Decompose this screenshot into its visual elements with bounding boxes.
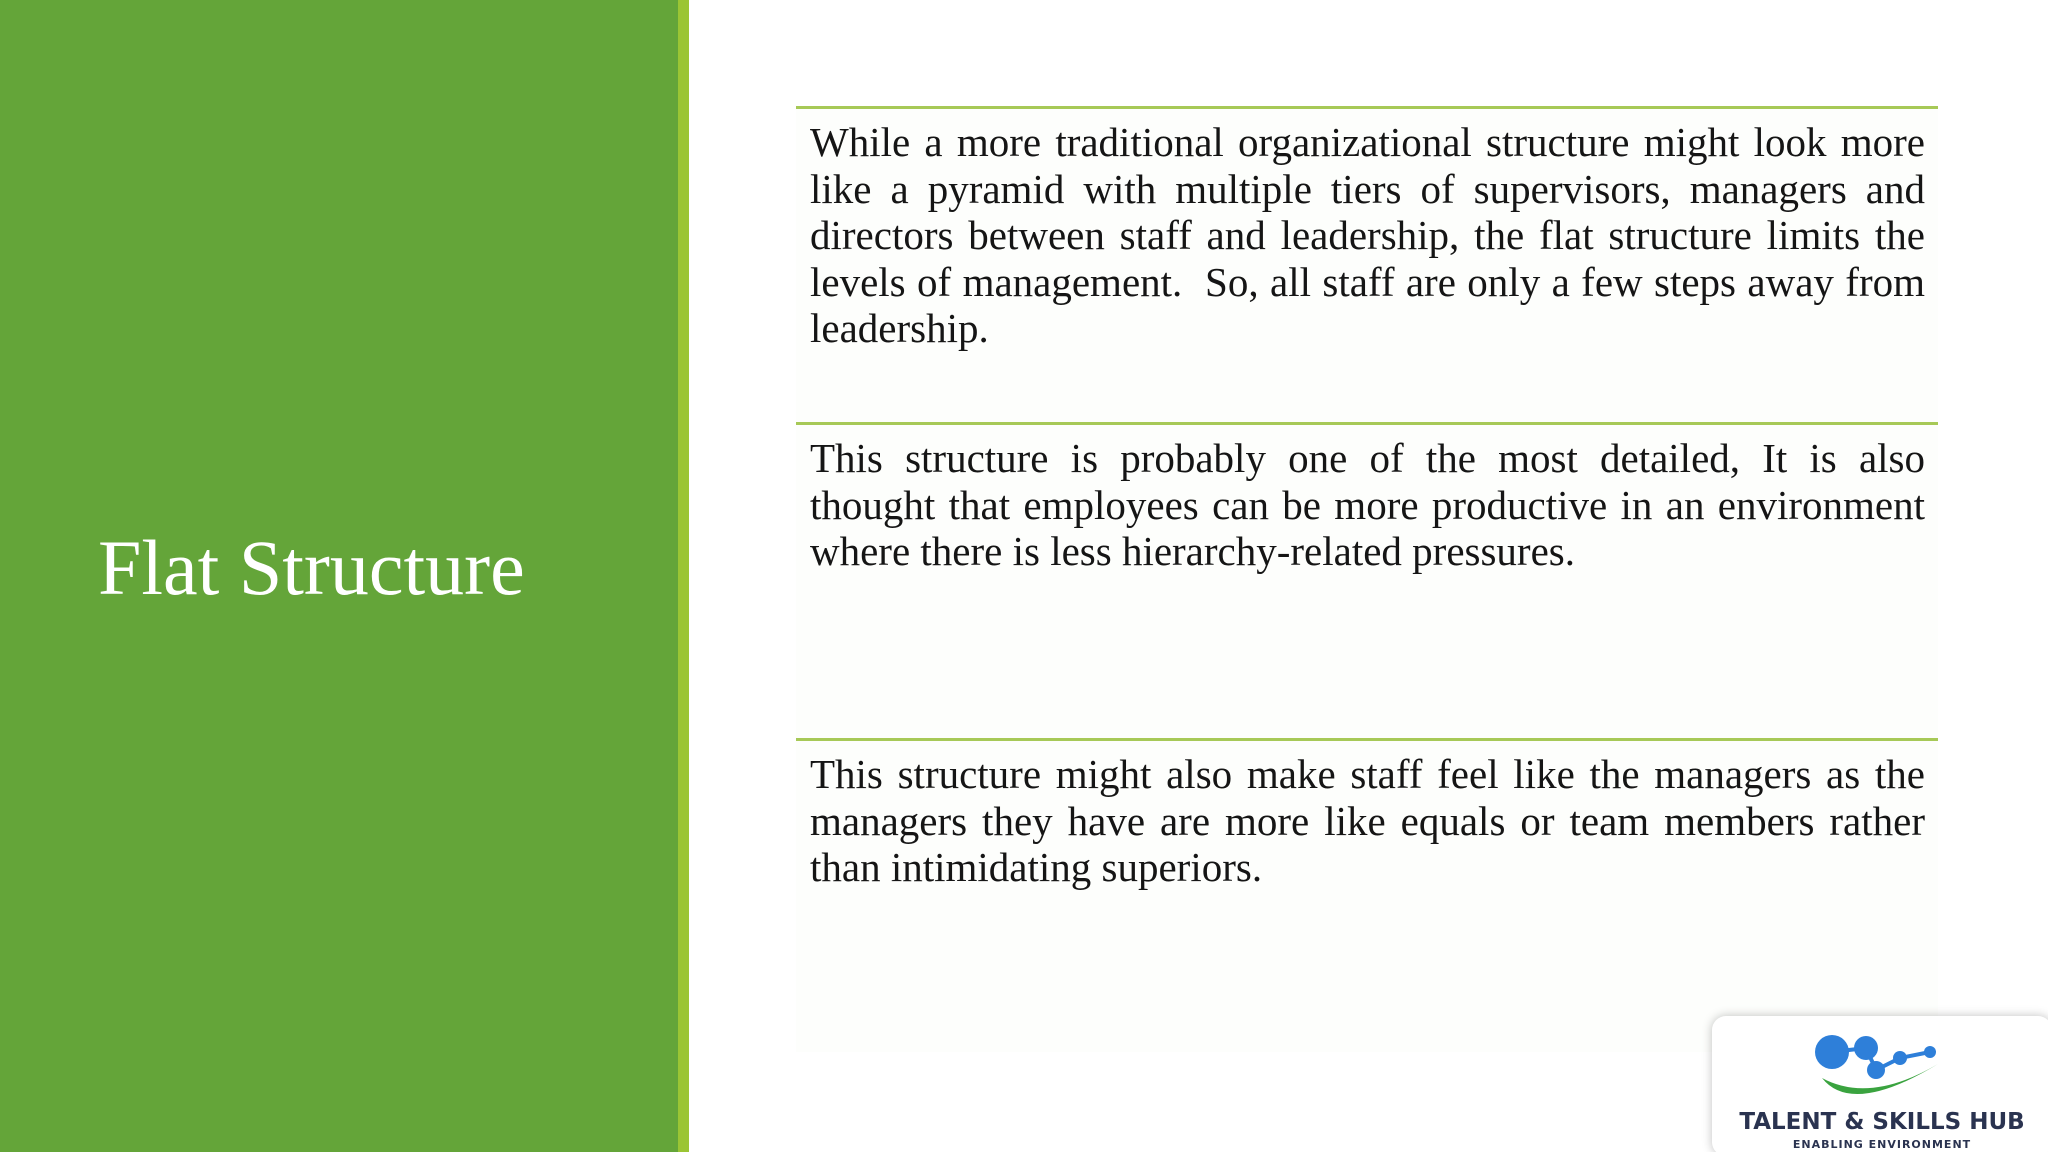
- slide-title: Flat Structure: [98, 524, 525, 611]
- logo-name: TALENT & SKILLS HUB: [1739, 1109, 2025, 1135]
- logo-tagline: ENABLING ENVIRONMENT: [1792, 1138, 1972, 1151]
- content-block-2: [796, 422, 1938, 738]
- content-block-text: This structure might also make staff feel like the managers as the managers they have are more like equals or team members rather than intimidating superiors.: [810, 751, 1936, 890]
- content-block-text: This structure is probably one of the most detailed, It is also thought that employees can be more productive in an environment where there is less hierarchy-related pressures.: [810, 435, 1936, 574]
- title-panel: [0, 0, 678, 1152]
- content-block-1: [796, 106, 1938, 422]
- content-block-3: [796, 738, 1938, 1054]
- accent-stripe: [678, 0, 689, 1152]
- content-block-text: While a more traditional organizational structure might look more like a pyramid with multiple tiers of supervisors, managers and directors between staff and leadership, the flat structure limits the levels of management. So, all staff are only a few steps away from leadership.: [810, 119, 1936, 351]
- content-area: [796, 106, 1938, 1052]
- network-icon: [1792, 1020, 1992, 1116]
- company-logo: [1712, 1016, 2048, 1152]
